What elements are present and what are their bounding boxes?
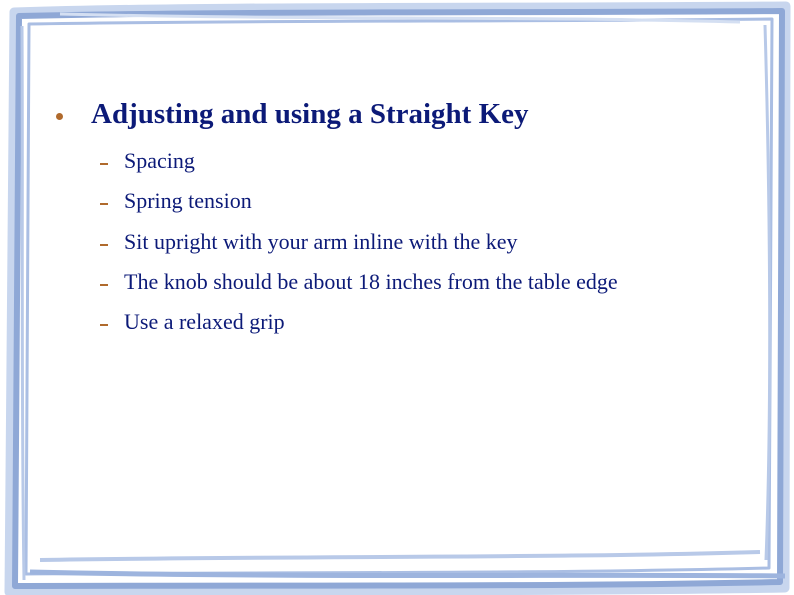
list-item-text: Spacing (124, 148, 195, 173)
slide-title: Adjusting and using a Straight Key (91, 98, 529, 130)
dash-bullet-icon (100, 163, 108, 165)
list-item-text: Use a relaxed grip (124, 309, 285, 335)
list-item (100, 267, 750, 307)
dash-bullet-icon (100, 244, 108, 246)
list-item (100, 186, 750, 226)
list-item-text: The knob should be about 18 inches from the table edge (124, 268, 618, 294)
list-item-text: Sit upright with your arm inline with the key (124, 228, 518, 254)
dash-bullet-icon (100, 324, 108, 326)
list-item (100, 307, 750, 347)
sub-bullet-list (100, 146, 750, 347)
bullet-dot-icon (56, 113, 63, 120)
main-bullet (56, 96, 756, 136)
list-item-text: Spring tension (124, 188, 252, 214)
dash-bullet-icon (100, 284, 108, 286)
dash-bullet-icon (100, 203, 108, 205)
list-item (100, 227, 750, 267)
list-item (100, 146, 750, 186)
